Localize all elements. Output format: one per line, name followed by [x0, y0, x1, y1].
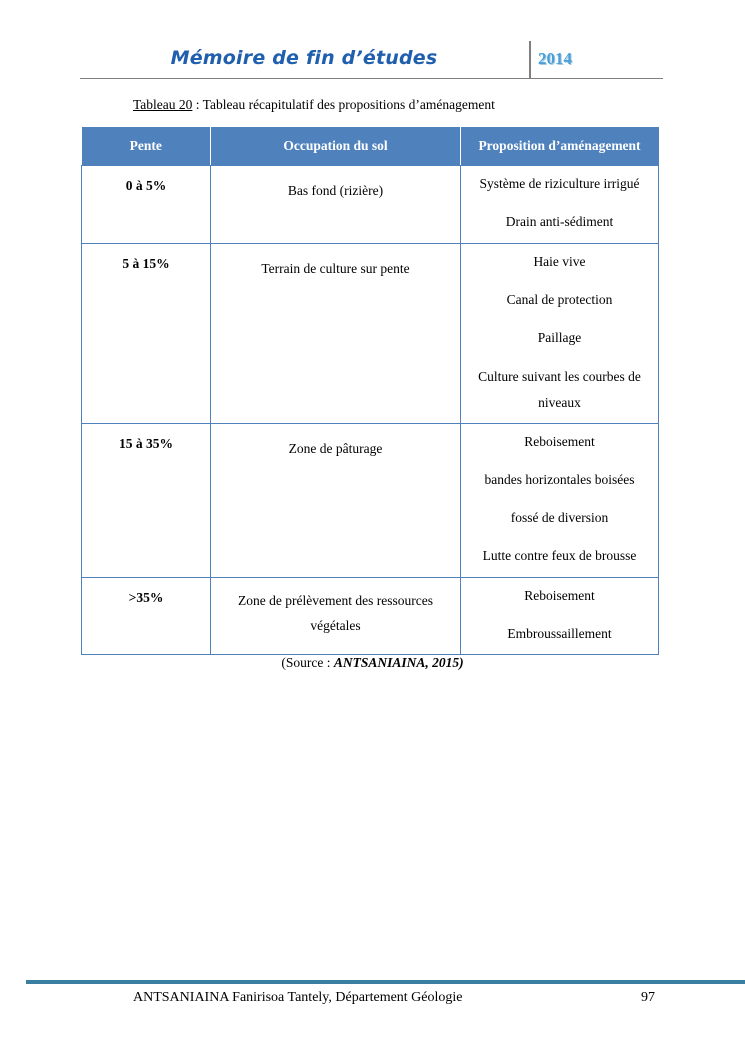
header-occupation: Occupation du sol	[211, 127, 461, 166]
header-title: Mémoire de fin d’études	[170, 47, 438, 69]
pente-cell: 15 à 35%	[82, 424, 211, 578]
proposition-cell	[461, 578, 659, 655]
source-author: ANTSANIAINA, 2015)	[333, 655, 464, 670]
occupation-cell: Zone de pâturage	[211, 424, 461, 578]
proposition-item: Canal de protection	[506, 292, 613, 307]
proposition-item: bandes horizontales boisées	[484, 472, 635, 487]
table-row	[82, 578, 659, 655]
proposition-cell	[461, 166, 659, 244]
page-number: 97	[641, 990, 655, 1005]
source-prefix: (Source :	[281, 655, 334, 670]
page-header	[80, 38, 663, 79]
footer-divider	[26, 980, 745, 984]
header-proposition: Proposition d’aménagement	[461, 127, 659, 166]
header-separator	[529, 41, 531, 78]
occupation-cell: Bas fond (rizière)	[211, 166, 461, 244]
proposition-item: Drain anti-sédiment	[505, 214, 614, 229]
proposition-item: Reboisement	[524, 588, 595, 603]
pente-cell: >35%	[82, 578, 211, 655]
proposition-item: Haie vive	[533, 254, 586, 269]
table-caption-label: Tableau 20	[133, 97, 193, 112]
proposition-cell	[461, 424, 659, 578]
occupation-cell: Terrain de culture sur pente	[211, 244, 461, 424]
table-source	[0, 655, 745, 671]
proposition-item: Culture suivant les courbes de niveaux	[478, 369, 641, 410]
proposition-item: Système de riziculture irrigué	[479, 176, 640, 191]
table-row	[82, 166, 659, 244]
occupation-cell: Zone de prélèvement des ressources végétales	[211, 578, 461, 655]
header-year: 2014	[538, 49, 572, 68]
table-caption-text: : Tableau récapitulatif des propositions d’aménagement	[192, 97, 495, 112]
pente-cell: 0 à 5%	[82, 166, 211, 244]
proposition-item: Reboisement	[524, 434, 595, 449]
proposition-item: Paillage	[537, 330, 582, 345]
header-pente: Pente	[82, 127, 211, 166]
pente-cell: 5 à 15%	[82, 244, 211, 424]
table-caption	[133, 97, 495, 113]
table-row	[82, 424, 659, 578]
table-header-row	[82, 127, 659, 166]
proposition-item: Lutte contre feux de brousse	[482, 548, 637, 563]
table-row	[82, 244, 659, 424]
proposition-item: Embroussaillement	[507, 626, 612, 641]
proposition-item: fossé de diversion	[510, 510, 609, 525]
proposition-cell	[461, 244, 659, 424]
summary-table	[81, 127, 659, 655]
footer-author: ANTSANIAINA Fanirisoa Tantely, Département Géologie	[133, 990, 463, 1005]
